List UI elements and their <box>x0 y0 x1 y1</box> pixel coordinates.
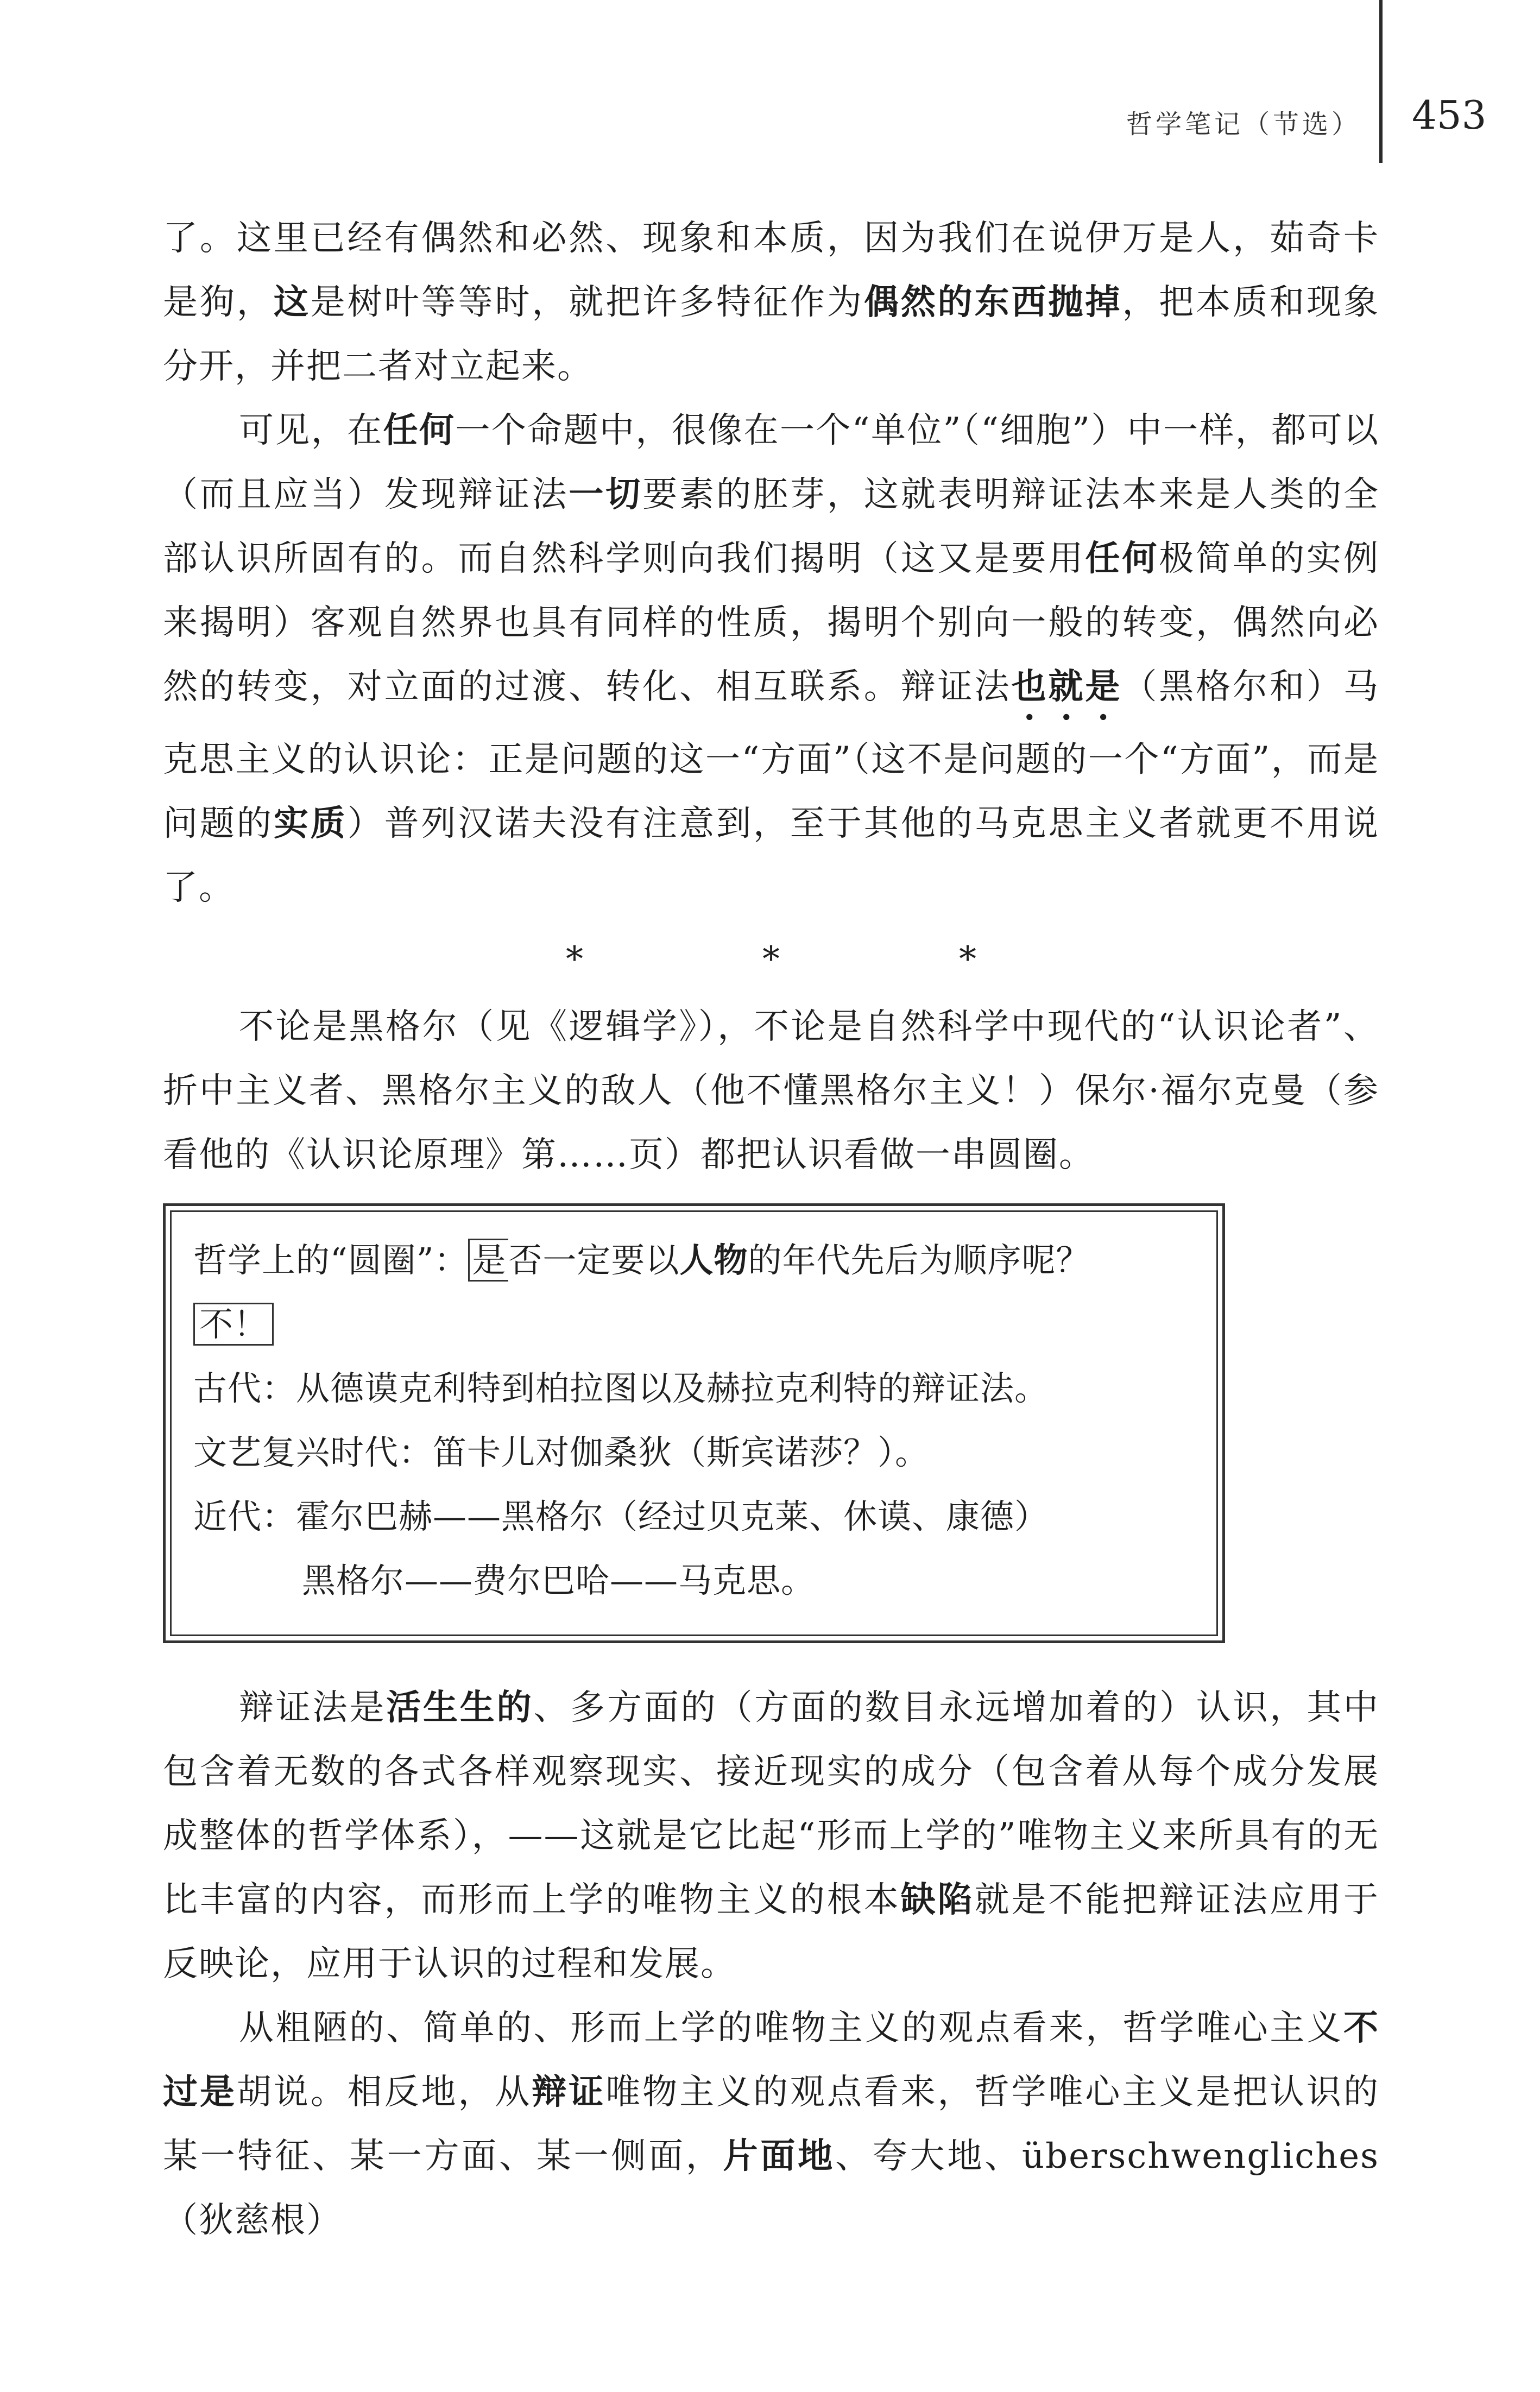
boxed-note <box>163 1203 1225 1643</box>
box-answer: 不！ <box>193 1292 1195 1356</box>
paragraph-3: 不论是黑格尔（见《逻辑学》），不论是自然科学中现代的“认识论者”、折中主义者、黑格尔主义的敌人（他不懂黑格尔主义！）保尔·福尔克曼（参看他的《认识论原理》第……页）都把认识看做一串圆圈。 <box>163 1007 1379 1175</box>
header-divider <box>1379 0 1383 163</box>
page-number: 453 <box>1412 92 1487 138</box>
page-body <box>163 206 1379 2252</box>
asterisk: * <box>566 939 583 980</box>
paragraph-4: 辩证法是活生生的、多方面的（方面的数目永远增加着的）认识，其中包含着无数的各式各样观察现实、接近现实的成分（包含着从每个成分发展成整体的哲学体系），——这就是它比起“形而上学的”唯物主义来所具有的无比丰富的内容，而形而上学的唯物主义的根本缺陷就是不能把辩证法应用于反映论，应用于认识的过程和发展。 <box>163 1687 1380 1984</box>
box-line-renaissance: 文艺复兴时代：笛卡儿对伽桑狄（斯宾诺莎？）。 <box>193 1432 930 1472</box>
paragraph-2: 可见，在任何一个命题中，很像在一个“单位”（“细胞”）中一样，都可以（而且应当）发现辩证法一切要素的胚芽，这就表明辩证法本来是人类的全部认识所固有的。而自然科学则向我们揭明（这又是要用任何极简单的实例来揭明）客观自然界也具有同样的性质，揭明个别向一般的转变，偶然向必然的转变，对立面的过渡、转化、相互联系。辩证法也就是（黑格尔和）马克思主义的认识论：正是问题的这一“方面”（这不是问题的一个“方面”，而是问题的实质）普列汉诺夫没有注意到，至于其他的马克思主义者就更不用说了。 <box>163 410 1380 908</box>
box-line-ancient: 古代：从德谟克利特到柏拉图以及赫拉克利特的辩证法。 <box>193 1368 1049 1408</box>
box-line-modern-2: 黑格尔——费尔巴哈——马克思。 <box>302 1561 816 1600</box>
paragraph-1: 了。这里已经有偶然和必然、现象和本质，因为我们在说伊万是人，茹奇卡是狗，这是树叶等等时，就把许多特征作为偶然的东西抛掉，把本质和现象分开，并把二者对立起来。 <box>163 218 1379 387</box>
section-break <box>163 924 1379 995</box>
running-head: 哲学笔记（节选） <box>1126 109 1361 140</box>
asterisk: * <box>959 939 976 980</box>
asterisk: * <box>762 939 780 980</box>
box-question: 哲学上的“圆圈”： 是否一定要以人物的年代先后为顺序呢？ <box>193 1228 1195 1292</box>
paragraph-5: 从粗陋的、简单的、形而上学的唯物主义的观点看来，哲学唯心主义不过是胡说。相反地，从辩证唯物主义的观点看来，哲学唯心主义是把认识的某一特征、某一方面、某一侧面，片面地、夸大地、überschwengliches（狄慈根） <box>163 2008 1380 2240</box>
box-line-modern: 近代：霍尔巴赫——黑格尔（经过贝克莱、休谟、康德） <box>193 1497 1049 1536</box>
